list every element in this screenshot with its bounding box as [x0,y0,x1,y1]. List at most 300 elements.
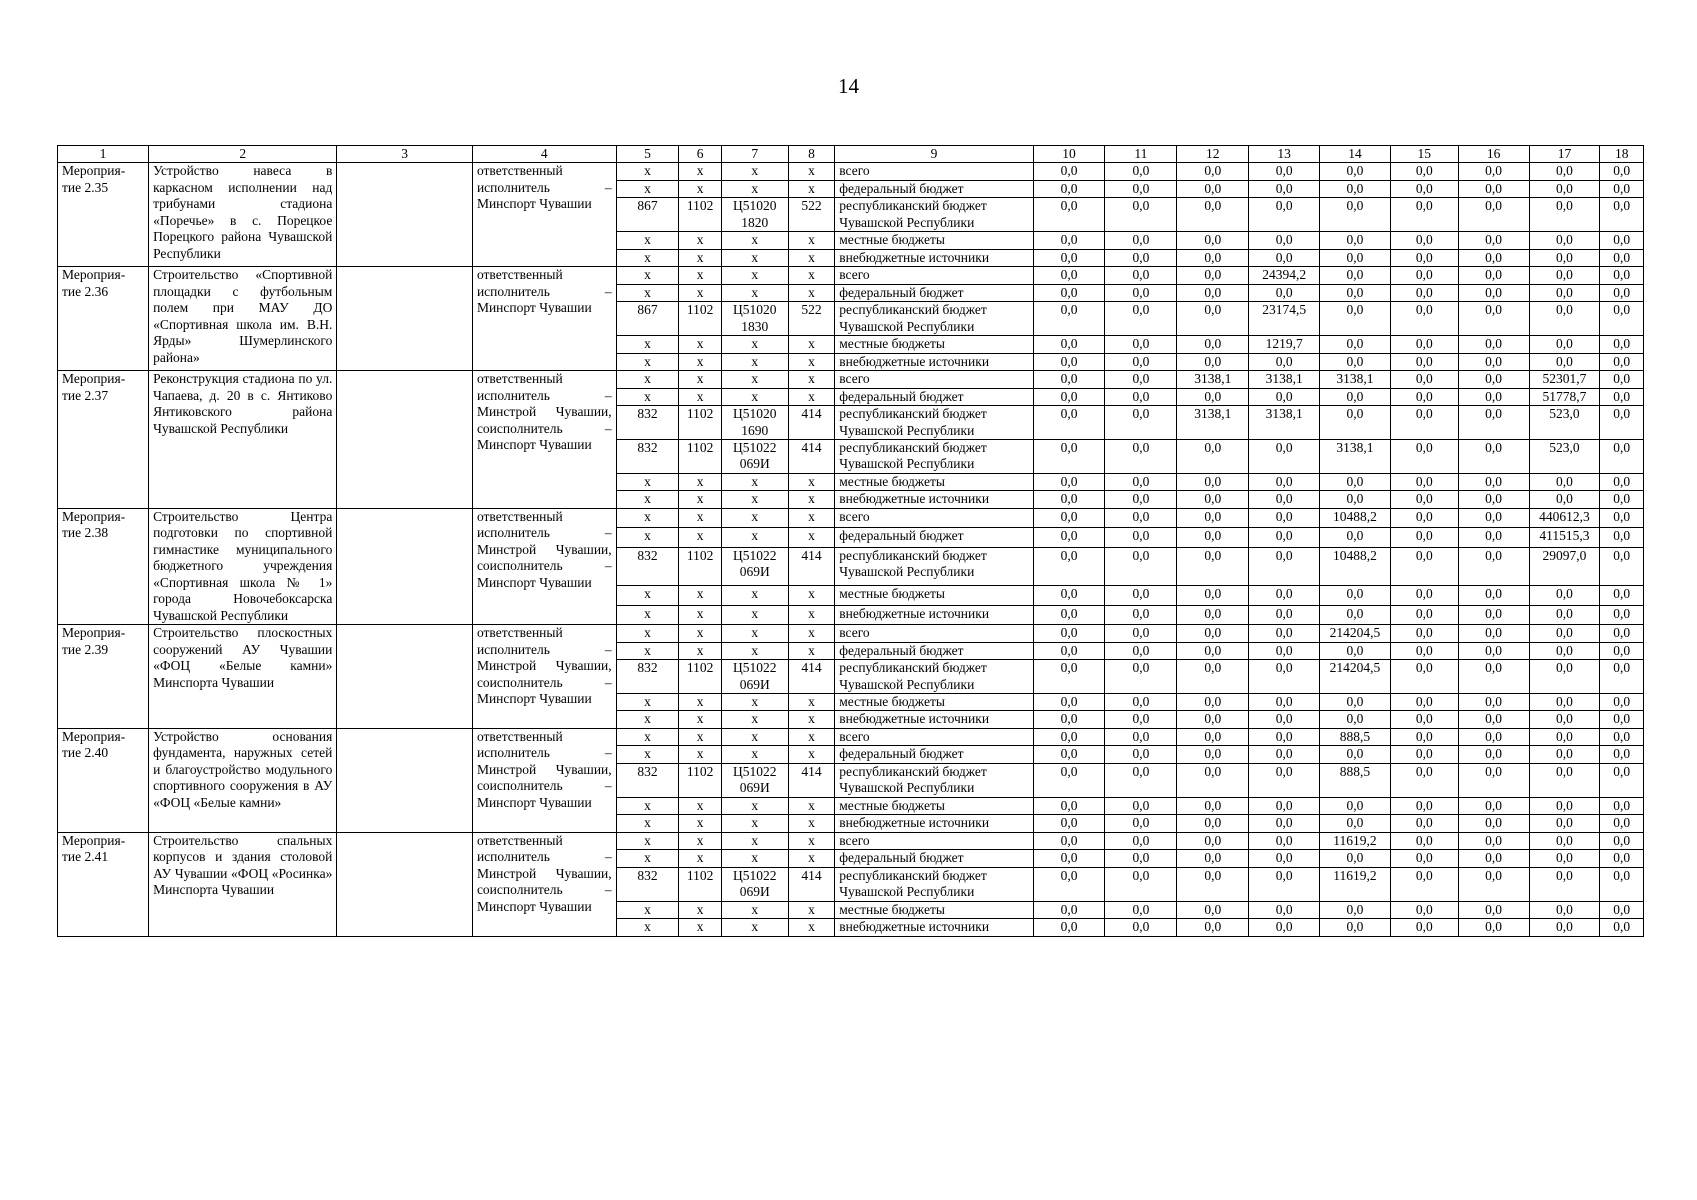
budget-code: x [788,528,835,548]
funding-value: 0,0 [1033,867,1105,901]
budget-code: x [616,528,679,548]
funding-value: 0,0 [1320,336,1391,353]
funding-value: 0,0 [1033,919,1105,936]
funding-value: 0,0 [1390,302,1458,336]
funding-value: 0,0 [1529,249,1600,266]
funding-value: 24394,2 [1249,267,1320,284]
funding-value: 0,0 [1458,232,1529,249]
funding-source: федеральный бюджет [835,642,1033,659]
budget-code: x [788,232,835,249]
funding-value: 0,0 [1458,746,1529,763]
budget-code: x [679,371,722,388]
table-row [58,508,1644,528]
column-header: 18 [1600,146,1644,163]
funding-value: 0,0 [1600,180,1644,197]
funding-value: 0,0 [1390,746,1458,763]
budget-code: x [721,249,788,266]
column-header: 9 [835,146,1033,163]
table-row [58,832,1644,849]
column-header: 4 [472,146,616,163]
funding-value: 0,0 [1249,528,1320,548]
funding-value: 888,5 [1320,728,1391,745]
funding-value: 0,0 [1320,388,1391,405]
funding-value: 0,0 [1458,728,1529,745]
budget-code: 1102 [679,406,722,440]
budget-code: 1102 [679,763,722,797]
budget-code: Ц51020 1830 [721,302,788,336]
budget-code: x [616,815,679,832]
funding-value: 0,0 [1105,180,1177,197]
funding-value: 0,0 [1458,198,1529,232]
empty-cell [337,508,473,624]
budget-code: x [721,605,788,625]
funding-value: 0,0 [1458,901,1529,918]
funding-value: 0,0 [1390,728,1458,745]
funding-source: местные бюджеты [835,694,1033,711]
budget-code: x [616,728,679,745]
funding-value: 0,0 [1529,919,1600,936]
funding-value: 0,0 [1458,605,1529,625]
funding-value: 0,0 [1600,267,1644,284]
funding-value: 0,0 [1177,728,1249,745]
funding-value: 0,0 [1249,746,1320,763]
budget-code: x [788,694,835,711]
funding-value: 0,0 [1105,660,1177,694]
funding-value: 0,0 [1105,491,1177,508]
funding-value: 0,0 [1249,660,1320,694]
measure-name: Строительство «Спортивной площадки с футбольным полем при МАУ ДО «Спортивная школа им. В.Н. Ярды» Шумерлинского района» [149,267,337,371]
funding-value: 0,0 [1600,850,1644,867]
funding-value: 0,0 [1105,694,1177,711]
funding-value: 1219,7 [1249,336,1320,353]
budget-code: 832 [616,660,679,694]
budget-code: x [679,249,722,266]
measure-executor: ответственный исполнитель – Минстрой Чувашии, соисполнитель – Минспорт Чувашии [472,508,616,624]
funding-value: 51778,7 [1529,388,1600,405]
measure-executor: ответственный исполнитель – Минспорт Чувашии [472,163,616,267]
budget-code: x [721,353,788,370]
funding-value: 0,0 [1529,473,1600,490]
budget-code: 832 [616,439,679,473]
budget-code: x [721,919,788,936]
funding-value: 0,0 [1458,711,1529,728]
funding-value: 0,0 [1033,267,1105,284]
budget-code: x [679,746,722,763]
funding-value: 0,0 [1249,198,1320,232]
budget-code: x [721,508,788,528]
funding-value: 0,0 [1177,232,1249,249]
measure-executor: ответственный исполнитель – Минспорт Чувашии [472,267,616,371]
funding-value: 0,0 [1249,919,1320,936]
funding-value: 0,0 [1177,850,1249,867]
budget-code: Ц51020 1820 [721,198,788,232]
funding-value: 0,0 [1177,180,1249,197]
budget-code: 414 [788,406,835,440]
funding-value: 0,0 [1105,711,1177,728]
funding-source: республиканский бюджет Чувашской Республики [835,547,1033,585]
budget-code: 1102 [679,547,722,585]
funding-value: 0,0 [1458,763,1529,797]
budget-code: 1102 [679,198,722,232]
funding-value: 0,0 [1177,867,1249,901]
column-header: 15 [1390,146,1458,163]
budget-code: 1102 [679,302,722,336]
funding-value: 0,0 [1600,694,1644,711]
budget-table [57,145,1644,937]
column-header: 16 [1458,146,1529,163]
funding-value: 0,0 [1249,763,1320,797]
budget-code: x [616,605,679,625]
budget-code: 867 [616,198,679,232]
funding-value: 0,0 [1177,763,1249,797]
funding-value: 0,0 [1320,249,1391,266]
budget-code: x [788,491,835,508]
funding-value: 0,0 [1390,388,1458,405]
budget-code: x [721,336,788,353]
column-header: 12 [1177,146,1249,163]
budget-code: x [616,371,679,388]
funding-value: 10488,2 [1320,508,1391,528]
measure-id: Мероприя-тие 2.36 [58,267,149,371]
funding-value: 0,0 [1600,832,1644,849]
funding-value: 0,0 [1600,473,1644,490]
budget-code: 1102 [679,867,722,901]
funding-source: местные бюджеты [835,585,1033,605]
measure-executor: ответственный исполнитель – Минстрой Чувашии, соисполнитель – Минспорт Чувашии [472,728,616,832]
budget-code: x [721,491,788,508]
funding-value: 0,0 [1320,585,1391,605]
funding-value: 0,0 [1320,850,1391,867]
funding-value: 0,0 [1177,746,1249,763]
funding-value: 0,0 [1529,585,1600,605]
funding-value: 0,0 [1249,284,1320,301]
funding-value: 0,0 [1033,797,1105,814]
budget-code: x [616,180,679,197]
funding-value: 0,0 [1390,797,1458,814]
funding-value: 0,0 [1033,353,1105,370]
funding-value: 0,0 [1390,336,1458,353]
budget-code: x [721,267,788,284]
funding-value: 0,0 [1105,284,1177,301]
budget-code: 867 [616,302,679,336]
column-header: 3 [337,146,473,163]
funding-value: 0,0 [1390,249,1458,266]
funding-value: 0,0 [1390,371,1458,388]
budget-code: x [721,388,788,405]
funding-value: 3138,1 [1177,371,1249,388]
budget-code: x [679,163,722,180]
budget-code: 832 [616,547,679,585]
funding-value: 0,0 [1600,763,1644,797]
funding-value: 0,0 [1390,547,1458,585]
funding-value: 0,0 [1177,919,1249,936]
funding-value: 0,0 [1320,267,1391,284]
funding-value: 29097,0 [1529,547,1600,585]
funding-value: 0,0 [1529,901,1600,918]
funding-value: 0,0 [1390,605,1458,625]
funding-value: 0,0 [1458,388,1529,405]
funding-value: 0,0 [1390,198,1458,232]
funding-source: внебюджетные источники [835,491,1033,508]
funding-source: внебюджетные источники [835,711,1033,728]
budget-code: x [616,850,679,867]
funding-value: 0,0 [1105,867,1177,901]
funding-value: 0,0 [1390,642,1458,659]
funding-source: республиканский бюджет Чувашской Республики [835,302,1033,336]
empty-cell [337,371,473,509]
funding-value: 0,0 [1458,284,1529,301]
funding-value: 0,0 [1249,232,1320,249]
funding-value: 0,0 [1105,746,1177,763]
funding-value: 0,0 [1249,694,1320,711]
funding-value: 0,0 [1458,797,1529,814]
budget-code: Ц51022 069И [721,439,788,473]
funding-value: 0,0 [1320,302,1391,336]
budget-code: 522 [788,302,835,336]
funding-value: 0,0 [1458,249,1529,266]
budget-code: x [616,353,679,370]
funding-value: 0,0 [1320,919,1391,936]
funding-value: 0,0 [1390,439,1458,473]
funding-value: 0,0 [1600,625,1644,642]
budget-code: 414 [788,763,835,797]
funding-value: 0,0 [1600,371,1644,388]
budget-code: x [721,850,788,867]
funding-value: 0,0 [1320,694,1391,711]
budget-code: 832 [616,406,679,440]
funding-value: 0,0 [1458,491,1529,508]
funding-value: 0,0 [1600,815,1644,832]
funding-value: 0,0 [1458,867,1529,901]
funding-value: 0,0 [1320,605,1391,625]
funding-value: 0,0 [1600,919,1644,936]
measure-name: Устройство навеса в каркасном исполнении над трибунами стадиона «Поречье» в с. Порецкое Порецкого района Чувашской Республики [149,163,337,267]
funding-value: 0,0 [1033,763,1105,797]
funding-value: 0,0 [1458,439,1529,473]
funding-value: 214204,5 [1320,625,1391,642]
budget-code: x [616,388,679,405]
budget-code: 414 [788,547,835,585]
budget-code: x [721,832,788,849]
funding-value: 0,0 [1390,763,1458,797]
funding-value: 0,0 [1249,508,1320,528]
funding-value: 0,0 [1033,625,1105,642]
funding-value: 0,0 [1529,642,1600,659]
funding-value: 0,0 [1033,371,1105,388]
budget-code: 414 [788,660,835,694]
funding-value: 0,0 [1249,388,1320,405]
funding-value: 52301,7 [1529,371,1600,388]
column-header: 1 [58,146,149,163]
budget-code: x [788,353,835,370]
funding-value: 0,0 [1177,815,1249,832]
funding-value: 0,0 [1390,232,1458,249]
funding-value: 0,0 [1249,850,1320,867]
funding-value: 0,0 [1458,302,1529,336]
funding-value: 0,0 [1529,180,1600,197]
budget-code: x [679,585,722,605]
funding-value: 0,0 [1529,605,1600,625]
funding-source: местные бюджеты [835,473,1033,490]
funding-value: 0,0 [1249,180,1320,197]
budget-code: x [788,371,835,388]
funding-value: 0,0 [1600,336,1644,353]
budget-code: x [679,642,722,659]
funding-value: 11619,2 [1320,867,1391,901]
funding-value: 0,0 [1458,694,1529,711]
empty-cell [337,267,473,371]
budget-code: x [679,728,722,745]
funding-value: 0,0 [1033,198,1105,232]
funding-value: 0,0 [1320,284,1391,301]
funding-source: внебюджетные источники [835,815,1033,832]
funding-source: республиканский бюджет Чувашской Республики [835,660,1033,694]
funding-value: 0,0 [1177,473,1249,490]
table-row [58,625,1644,642]
funding-value: 11619,2 [1320,832,1391,849]
budget-code: x [721,528,788,548]
funding-value: 0,0 [1390,473,1458,490]
budget-code: Ц51022 069И [721,867,788,901]
funding-value: 0,0 [1320,232,1391,249]
funding-value: 0,0 [1320,180,1391,197]
funding-value: 0,0 [1529,232,1600,249]
budget-code: x [616,267,679,284]
funding-value: 0,0 [1033,302,1105,336]
table-row [58,267,1644,284]
funding-value: 0,0 [1249,625,1320,642]
budget-code: x [679,625,722,642]
budget-code: Ц51022 069И [721,763,788,797]
funding-value: 0,0 [1105,919,1177,936]
funding-value: 0,0 [1105,406,1177,440]
funding-value: 0,0 [1249,797,1320,814]
funding-value: 0,0 [1390,353,1458,370]
funding-value: 0,0 [1600,746,1644,763]
funding-value: 0,0 [1458,336,1529,353]
funding-source: внебюджетные источники [835,353,1033,370]
empty-cell [337,832,473,936]
funding-value: 0,0 [1249,439,1320,473]
budget-code: x [616,711,679,728]
funding-value: 0,0 [1458,547,1529,585]
funding-value: 0,0 [1177,711,1249,728]
budget-code: x [788,711,835,728]
funding-source: внебюджетные источники [835,249,1033,266]
budget-code: x [721,901,788,918]
budget-code: x [788,850,835,867]
funding-source: республиканский бюджет Чувашской Республики [835,406,1033,440]
column-header: 10 [1033,146,1105,163]
budget-code: Ц51022 069И [721,660,788,694]
funding-value: 0,0 [1600,605,1644,625]
budget-code: x [788,746,835,763]
funding-value: 0,0 [1033,528,1105,548]
funding-value: 0,0 [1249,547,1320,585]
funding-source: всего [835,832,1033,849]
funding-value: 0,0 [1249,585,1320,605]
budget-code: x [721,180,788,197]
funding-value: 3138,1 [1177,406,1249,440]
budget-code: x [679,711,722,728]
funding-source: всего [835,163,1033,180]
budget-code: x [721,284,788,301]
funding-value: 0,0 [1177,585,1249,605]
budget-code: x [616,491,679,508]
funding-value: 0,0 [1458,163,1529,180]
funding-value: 0,0 [1600,284,1644,301]
funding-value: 0,0 [1600,508,1644,528]
budget-code: x [721,232,788,249]
funding-value: 0,0 [1529,284,1600,301]
funding-value: 0,0 [1033,547,1105,585]
funding-value: 0,0 [1177,547,1249,585]
funding-value: 0,0 [1600,163,1644,180]
budget-code: x [616,232,679,249]
funding-source: федеральный бюджет [835,528,1033,548]
funding-source: федеральный бюджет [835,284,1033,301]
funding-source: федеральный бюджет [835,388,1033,405]
funding-value: 0,0 [1529,832,1600,849]
funding-source: всего [835,625,1033,642]
budget-code: x [616,163,679,180]
funding-value: 0,0 [1390,491,1458,508]
funding-value: 0,0 [1529,694,1600,711]
funding-value: 0,0 [1390,694,1458,711]
funding-value: 0,0 [1458,267,1529,284]
funding-value: 0,0 [1249,832,1320,849]
funding-value: 0,0 [1105,336,1177,353]
funding-value: 0,0 [1177,336,1249,353]
budget-code: x [788,180,835,197]
budget-code: x [788,163,835,180]
funding-value: 0,0 [1105,850,1177,867]
budget-code: x [616,473,679,490]
funding-value: 0,0 [1249,163,1320,180]
funding-value: 0,0 [1390,508,1458,528]
budget-code: 832 [616,867,679,901]
funding-value: 0,0 [1600,547,1644,585]
column-header: 14 [1320,146,1391,163]
funding-value: 0,0 [1390,815,1458,832]
funding-value: 0,0 [1249,353,1320,370]
funding-value: 0,0 [1458,473,1529,490]
funding-value: 0,0 [1249,491,1320,508]
budget-code: x [616,508,679,528]
funding-value: 3138,1 [1249,406,1320,440]
funding-value: 0,0 [1600,353,1644,370]
funding-value: 0,0 [1105,508,1177,528]
funding-value: 0,0 [1105,198,1177,232]
funding-value: 0,0 [1177,660,1249,694]
funding-value: 0,0 [1033,746,1105,763]
funding-value: 0,0 [1600,901,1644,918]
funding-value: 0,0 [1529,815,1600,832]
budget-code: x [788,336,835,353]
measure-id: Мероприя-тие 2.37 [58,371,149,509]
funding-value: 0,0 [1105,547,1177,585]
budget-code: x [788,585,835,605]
funding-value: 0,0 [1458,660,1529,694]
funding-value: 0,0 [1177,353,1249,370]
budget-code: x [788,625,835,642]
funding-value: 0,0 [1600,585,1644,605]
funding-value: 0,0 [1390,267,1458,284]
funding-value: 0,0 [1600,198,1644,232]
funding-value: 0,0 [1177,284,1249,301]
budget-code: x [679,815,722,832]
funding-value: 0,0 [1105,625,1177,642]
